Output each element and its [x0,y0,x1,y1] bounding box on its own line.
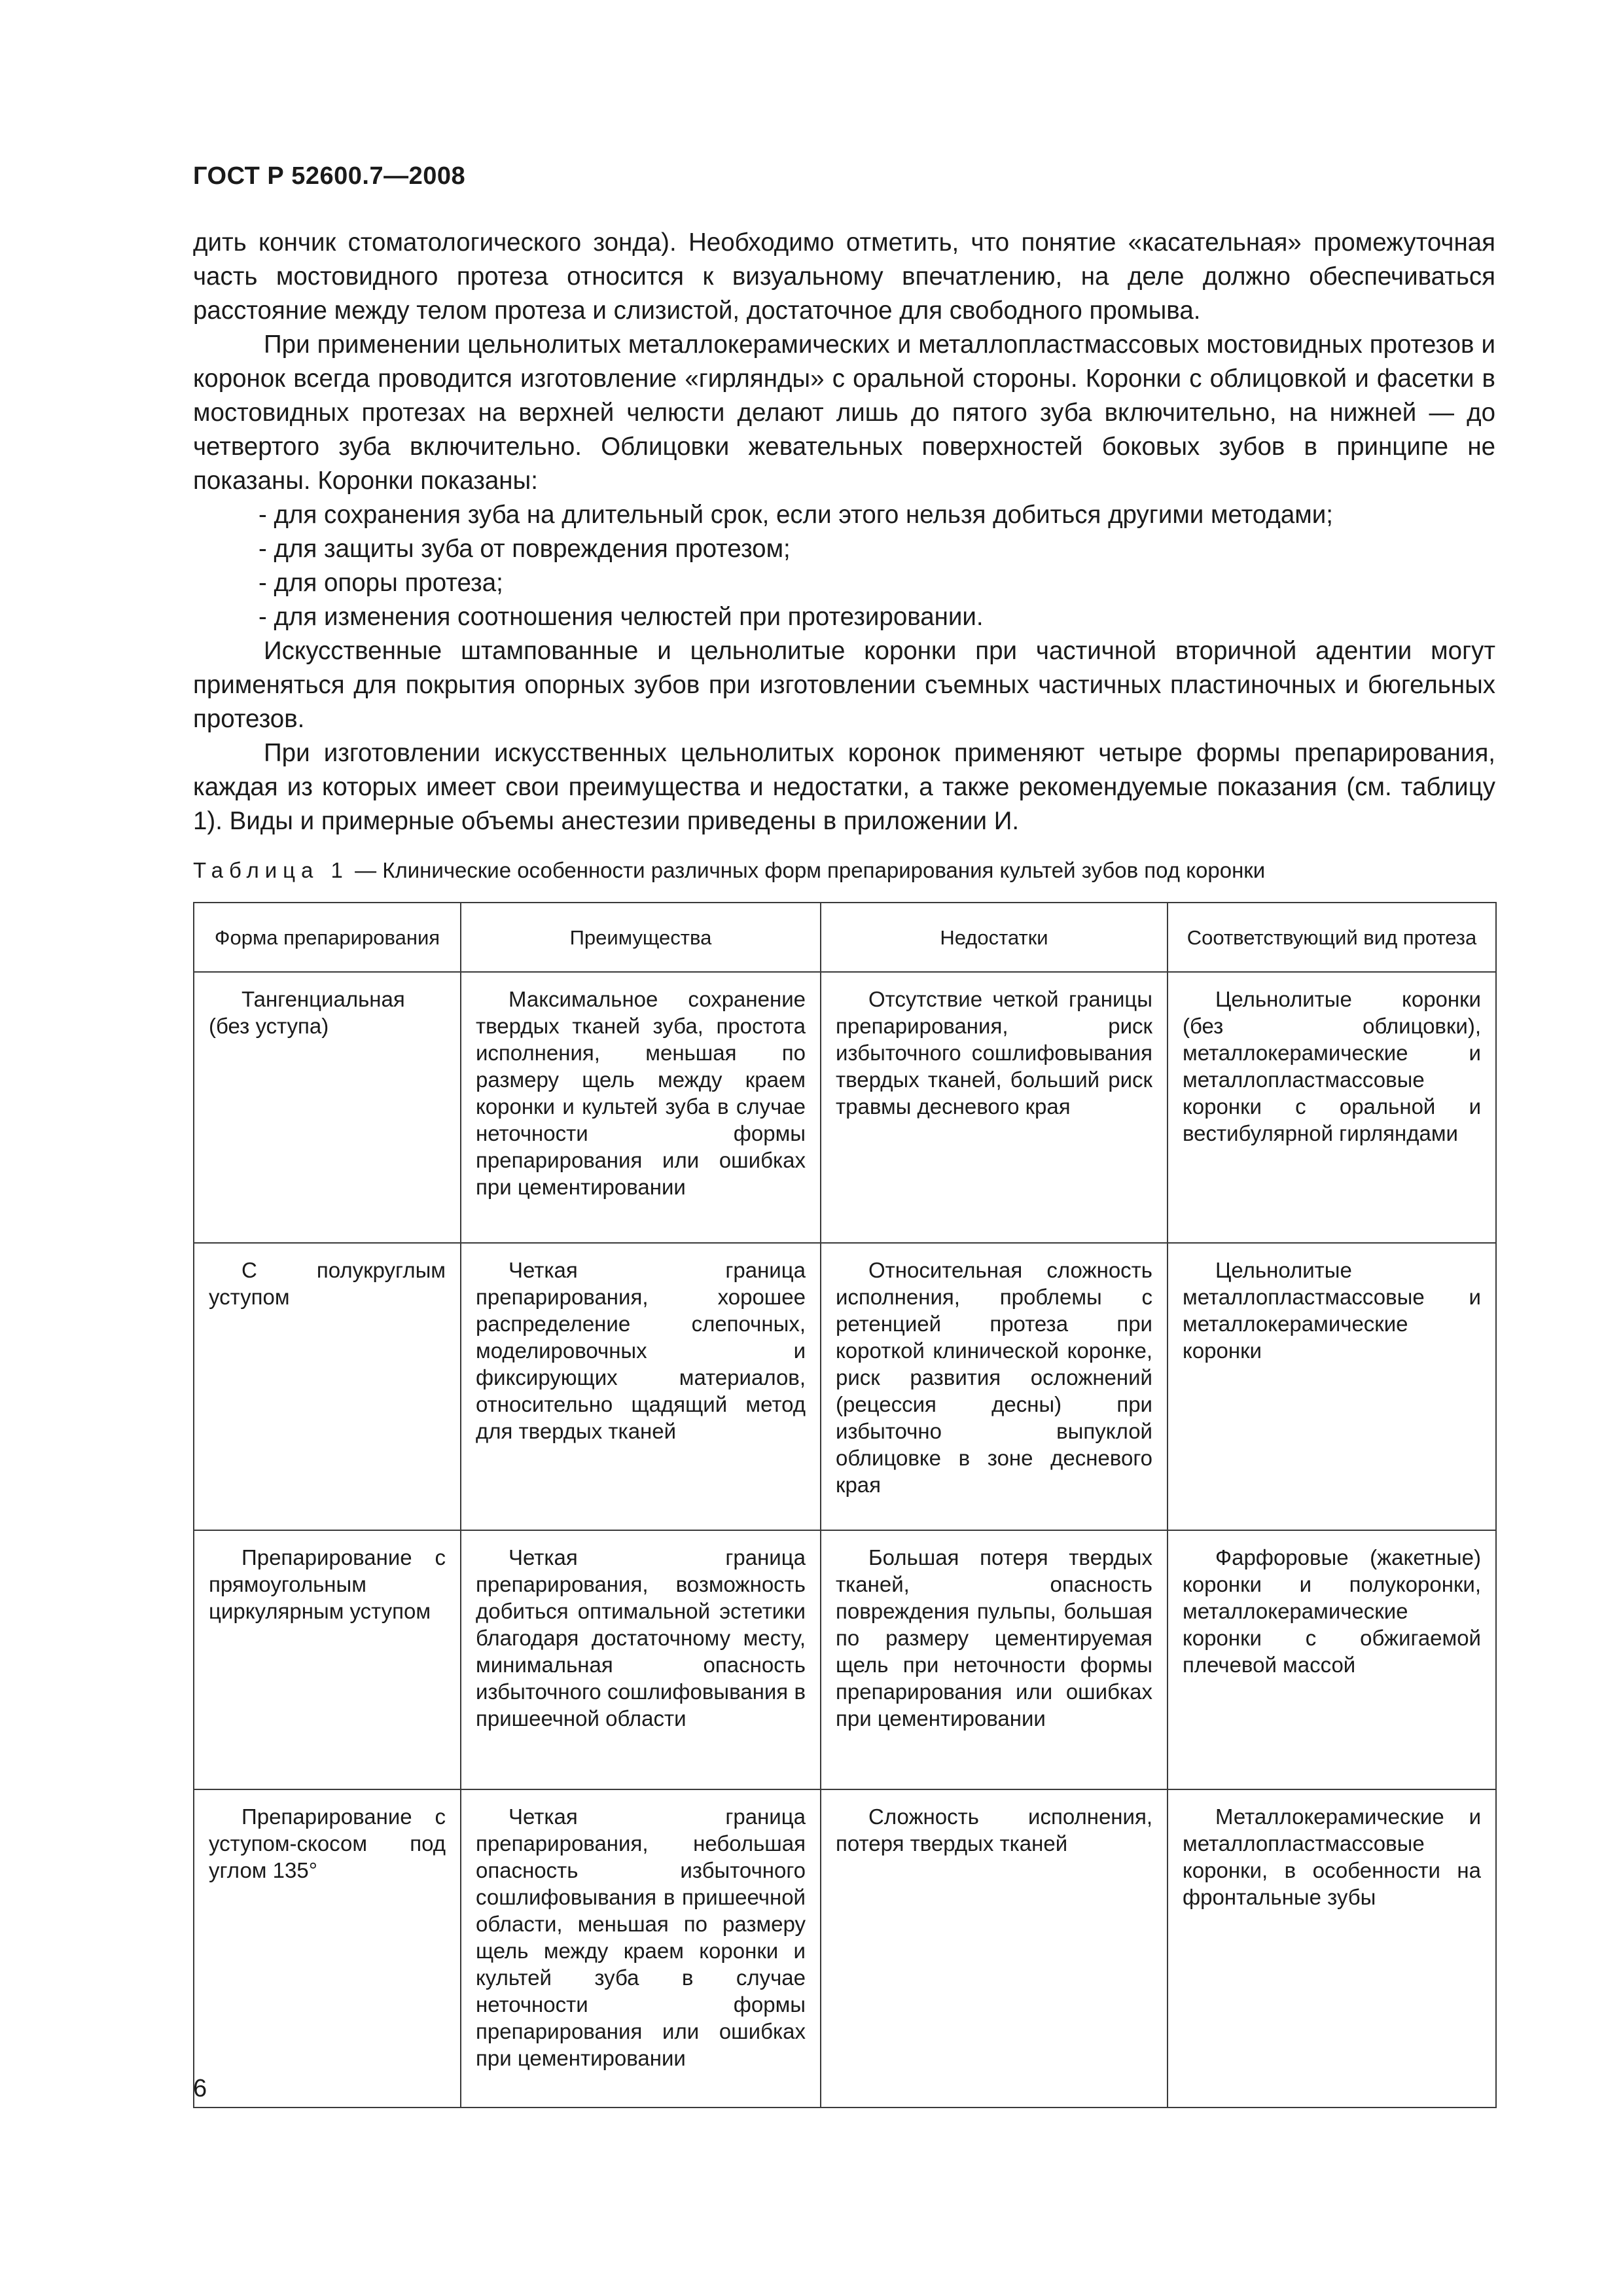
table-row [194,1789,1496,2108]
table-caption [193,856,1495,885]
paragraph: При применении цельнолитых металлокерамических и металлопластмассовых мостовидных протезов и коронок всегда проводится изготовление «гирлянды» с оральной стороны. Коронки с облицовкой и фасетки в мостовидных протезах на верхней челюсти делают лишь до пятого зуба включительно, на нижней — до четвертого зуба включительно. Облицовки жевательных поверхностей боковых зубов в принципе не показаны. Коронки показаны: [193,331,1495,495]
table-cell: Четкая граница препарирования, небольшая опасность избыточного сошлифовывания в пришеечной области, меньшая по размеру щель между краем коронки и культей зуба в случае неточности формы препарирования или ошибках при цементировании [461,1789,821,2108]
table-caption-label: Таблица 1 [193,858,349,882]
table-cell: Большая потеря твердых тканей, опасность повреждения пульпы, большая по размеру цементируемая щель при неточности формы препарирования или ошибках при цементировании [821,1530,1168,1789]
paragraph: При изготовлении искусственных цельнолитых коронок применяют четыре формы препарирования, каждая из которых имеет свои преимущества и недостатки, а также рекомендуемые показания (см. таблицу 1). Виды и примерные объемы анестезии приведены в приложении И. [193,739,1495,835]
table-cell: Сложность исполнения, потеря твердых тканей [821,1789,1168,2108]
paragraph: Искусственные штампованные и цельнолитые коронки при частичной вторичной адентии могут применяться для покрытия опорных зубов при изготовлении съемных частичных пластиночных и бюгельных протезов. [193,637,1495,733]
page-number: 6 [193,2075,207,2102]
indications-list [193,498,1495,634]
preparation-forms-table [193,902,1497,2108]
table-cell: Фарфоровые (жакетные) коронки и полукоронки, металлокерамические коронки с обжигаемой плечевой массой [1168,1530,1496,1789]
list-item: - для опоры протеза; [259,569,503,597]
table-caption-text: — Клинические особенности различных форм препарирования культей зубов под коронки [348,858,1266,882]
table-row [194,972,1496,1243]
list-item: - для изменения соотношения челюстей при протезировании. [259,603,984,631]
paragraph-continuation: дить кончик стоматологического зонда). Необходимо отметить, что понятие «касательная» промежуточная часть мостовидного протеза относится к визуальному впечатлению, на деле должно обеспечиваться расстояние между телом протеза и слизистой, достаточное для свободного промыва. [193,228,1495,325]
table-cell: Четкая граница препарирования, хорошее распределение слепочных, моделировочных и фиксирующих материалов, относительно щадящий метод для твердых тканей [461,1243,821,1530]
table-cell: Тангенциальная (без уступа) [194,972,461,1243]
standard-header: ГОСТ Р 52600.7—2008 [193,162,466,190]
column-header-advantages: Преимущества [461,903,821,972]
column-header-prosthesis: Соответствующий вид протеза [1168,903,1496,972]
table-row [194,1530,1496,1789]
table-cell: Относительная сложность исполнения, проблемы с ретенцией протеза при короткой клинической коронке, риск развития осложнений (рецессия десны) при избыточно выпуклой облицовке в зоне десневого края [821,1243,1168,1530]
list-item: - для сохранения зуба на длительный срок, если этого нельзя добиться другими методами; [259,501,1333,529]
table-row [194,1243,1496,1530]
table-header-row [194,903,1496,972]
table-cell: Металлокерамические и металлопластмассовые коронки, в особенности на фронтальные зубы [1168,1789,1496,2108]
table-cell: Цельнолитые металлопластмассовые и металлокерамические коронки [1168,1243,1496,1530]
body-text [193,226,1495,838]
table-cell: Четкая граница препарирования, возможность добиться оптимальной эстетики благодаря достаточному месту, минимальная опасность избыточного сошлифовывания в пришеечной области [461,1530,821,1789]
table-cell: Цельнолитые коронки (без облицовки), металлокерамические и металлопластмассовые коронки с оральной и вестибулярной гирляндами [1168,972,1496,1243]
column-header-form: Форма препарирования [194,903,461,972]
table-cell: С полукруглым уступом [194,1243,461,1530]
table-cell: Препарирование с прямоугольным циркулярным уступом [194,1530,461,1789]
list-item: - для защиты зуба от повреждения протезом; [259,535,791,563]
table-cell: Отсутствие четкой границы препарирования, риск избыточного сошлифовывания твердых тканей, больший риск травмы десневого края [821,972,1168,1243]
column-header-disadvantages: Недостатки [821,903,1168,972]
table-cell: Максимальное сохранение твердых тканей зуба, простота исполнения, меньшая по размеру щель между краем коронки и культей зуба в случае неточности формы препарирования или ошибках при цементировании [461,972,821,1243]
table-cell: Препарирование с уступом-скосом под углом 135° [194,1789,461,2108]
